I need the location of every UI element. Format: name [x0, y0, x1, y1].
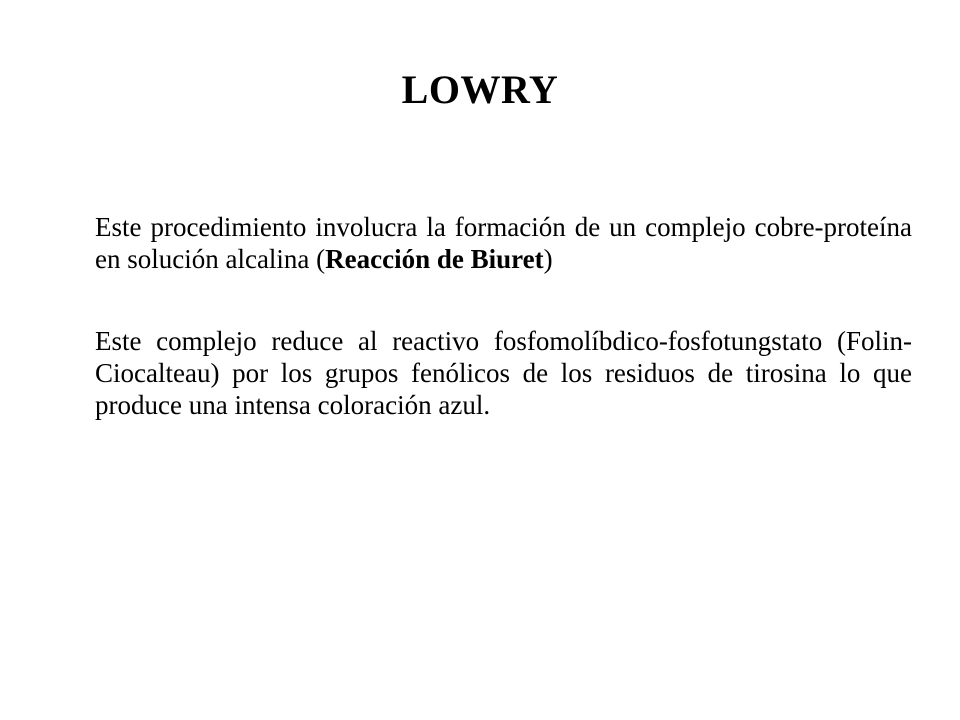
- paragraph-biuret-closing: ): [543, 244, 553, 274]
- paragraph-biuret: [95, 211, 912, 275]
- slide-title: LOWRY: [401, 67, 559, 112]
- biuret-reaction-term: Reacción de Biuret: [325, 244, 544, 274]
- paragraph-folin: Este complejo reduce al reactivo fosfomolíbdico-fosfotungstato (Folin-Ciocalteau) por los grupos fenólicos de los residuos de tirosina lo que produce una intensa coloración azul.: [95, 326, 912, 420]
- slide-body: [95, 211, 912, 421]
- paragraph-biuret-text: Este procedimiento involucra la formación de un complejo cobre-proteína en solución alcalina (: [95, 212, 912, 274]
